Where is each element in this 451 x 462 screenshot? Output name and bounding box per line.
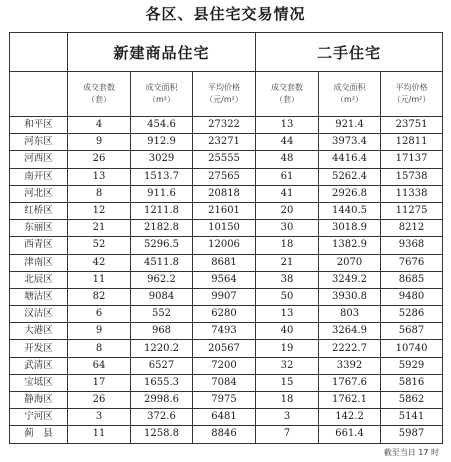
second-count-cell: 21 [256, 254, 319, 271]
second-count-cell: 61 [256, 168, 319, 185]
housing-transactions-table [9, 32, 443, 444]
district-cell: 河北区 [10, 185, 68, 202]
new-price-cell: 7200 [193, 357, 256, 374]
table-row [10, 254, 443, 271]
new-count-cell: 26 [68, 392, 131, 409]
second-count-cell: 15 [256, 374, 319, 391]
new-price-cell: 8681 [193, 254, 256, 271]
second-area-cell: 3930.8 [319, 288, 381, 305]
footnote: 截至当日 17 时 [383, 448, 439, 457]
second-area-cell: 661.4 [319, 426, 381, 443]
second-price-cell: 9480 [381, 288, 443, 305]
district-cell: 静海区 [10, 392, 68, 409]
new-price-cell: 9907 [193, 288, 256, 305]
new-price-cell: 20818 [193, 185, 256, 202]
district-cell: 北辰区 [10, 271, 68, 288]
second-price-cell: 9368 [381, 237, 443, 254]
second-count-cell: 41 [256, 185, 319, 202]
table-row [10, 271, 443, 288]
new-area-cell: 372.6 [131, 409, 193, 426]
second-count-cell: 19 [256, 340, 319, 357]
new-price-cell: 9564 [193, 271, 256, 288]
table-row [10, 168, 443, 185]
second-count-cell: 38 [256, 271, 319, 288]
second-price-cell: 23751 [381, 117, 443, 134]
new-count-cell: 21 [68, 220, 131, 237]
second-count-cell: 18 [256, 237, 319, 254]
table-row [10, 288, 443, 305]
new-count-cell: 4 [68, 117, 131, 134]
table-row [10, 134, 443, 151]
corner-cell [10, 72, 68, 117]
new-count-cell: 12 [68, 202, 131, 219]
second-price-cell: 5987 [381, 426, 443, 443]
table-row [10, 409, 443, 426]
new-price-cell: 8846 [193, 426, 256, 443]
second-price-cell: 15738 [381, 168, 443, 185]
table-row [10, 237, 443, 254]
district-cell: 蓟 县 [10, 426, 68, 443]
new-price-cell: 23271 [193, 134, 256, 151]
new-area-cell: 2998.6 [131, 392, 193, 409]
section-new-housing: 新建商品住宅 [68, 33, 256, 72]
second-price-cell: 5141 [381, 409, 443, 426]
second-price-cell: 5687 [381, 323, 443, 340]
col-header-second-price: 平均价格 （元/m²） [381, 72, 443, 117]
new-area-cell: 1258.8 [131, 426, 193, 443]
page-title: 各区、县住宅交易情况 [145, 5, 306, 23]
district-cell: 东丽区 [10, 220, 68, 237]
table-row [10, 392, 443, 409]
new-area-cell: 552 [131, 306, 193, 323]
second-count-cell: 30 [256, 220, 319, 237]
new-price-cell: 21601 [193, 202, 256, 219]
new-count-cell: 13 [68, 168, 131, 185]
new-price-cell: 6481 [193, 409, 256, 426]
district-cell: 河东区 [10, 134, 68, 151]
new-price-cell: 10150 [193, 220, 256, 237]
second-price-cell: 5286 [381, 306, 443, 323]
table-row [10, 340, 443, 357]
new-area-cell: 1220.2 [131, 340, 193, 357]
district-cell: 宝坻区 [10, 374, 68, 391]
new-area-cell: 2182.8 [131, 220, 193, 237]
second-area-cell: 2222.7 [319, 340, 381, 357]
new-area-cell: 1211.8 [131, 202, 193, 219]
new-count-cell: 8 [68, 185, 131, 202]
second-area-cell: 3249.2 [319, 271, 381, 288]
new-count-cell: 42 [68, 254, 131, 271]
new-area-cell: 454.6 [131, 117, 193, 134]
second-price-cell: 8685 [381, 271, 443, 288]
second-price-cell: 5862 [381, 392, 443, 409]
new-area-cell: 1655.3 [131, 374, 193, 391]
table-row [10, 374, 443, 391]
second-area-cell: 2070 [319, 254, 381, 271]
table-row [10, 185, 443, 202]
second-price-cell: 17137 [381, 151, 443, 168]
new-price-cell: 7493 [193, 323, 256, 340]
new-count-cell: 9 [68, 134, 131, 151]
new-count-cell: 11 [68, 426, 131, 443]
second-count-cell: 13 [256, 117, 319, 134]
new-price-cell: 27565 [193, 168, 256, 185]
second-area-cell: 921.4 [319, 117, 381, 134]
second-price-cell: 8212 [381, 220, 443, 237]
table-row [10, 202, 443, 219]
second-area-cell: 142.2 [319, 409, 381, 426]
second-area-cell: 1440.5 [319, 202, 381, 219]
new-count-cell: 11 [68, 271, 131, 288]
table-row [10, 151, 443, 168]
second-count-cell: 32 [256, 357, 319, 374]
second-price-cell: 5816 [381, 374, 443, 391]
new-area-cell: 9084 [131, 288, 193, 305]
new-area-cell: 912.9 [131, 134, 193, 151]
table-row [10, 306, 443, 323]
corner-cell [10, 33, 68, 72]
second-count-cell: 44 [256, 134, 319, 151]
second-count-cell: 7 [256, 426, 319, 443]
district-cell: 和平区 [10, 117, 68, 134]
table-row [10, 426, 443, 443]
second-count-cell: 20 [256, 202, 319, 219]
second-area-cell: 3973.4 [319, 134, 381, 151]
new-area-cell: 962.2 [131, 271, 193, 288]
second-area-cell: 5262.4 [319, 168, 381, 185]
district-cell: 塘沽区 [10, 288, 68, 305]
new-count-cell: 52 [68, 237, 131, 254]
new-price-cell: 27322 [193, 117, 256, 134]
second-price-cell: 7676 [381, 254, 443, 271]
second-area-cell: 1767.6 [319, 374, 381, 391]
second-count-cell: 40 [256, 323, 319, 340]
new-price-cell: 25555 [193, 151, 256, 168]
table-row [10, 323, 443, 340]
district-cell: 河西区 [10, 151, 68, 168]
table-row [10, 117, 443, 134]
new-count-cell: 64 [68, 357, 131, 374]
new-area-cell: 1513.7 [131, 168, 193, 185]
district-cell: 西青区 [10, 237, 68, 254]
district-cell: 大港区 [10, 323, 68, 340]
new-count-cell: 9 [68, 323, 131, 340]
new-price-cell: 6280 [193, 306, 256, 323]
district-cell: 津南区 [10, 254, 68, 271]
new-count-cell: 8 [68, 340, 131, 357]
col-header-second-area: 成交面积 （m²） [319, 72, 381, 117]
second-area-cell: 3392 [319, 357, 381, 374]
second-count-cell: 13 [256, 306, 319, 323]
new-count-cell: 82 [68, 288, 131, 305]
second-price-cell: 5929 [381, 357, 443, 374]
second-price-cell: 12811 [381, 134, 443, 151]
col-header-new-area: 成交面积 （m²） [131, 72, 193, 117]
new-count-cell: 3 [68, 409, 131, 426]
new-area-cell: 968 [131, 323, 193, 340]
new-area-cell: 3029 [131, 151, 193, 168]
second-area-cell: 1762.1 [319, 392, 381, 409]
second-area-cell: 4416.4 [319, 151, 381, 168]
district-cell: 南开区 [10, 168, 68, 185]
table-row [10, 220, 443, 237]
new-area-cell: 5296.5 [131, 237, 193, 254]
second-area-cell: 803 [319, 306, 381, 323]
new-count-cell: 17 [68, 374, 131, 391]
second-count-cell: 3 [256, 409, 319, 426]
district-cell: 武清区 [10, 357, 68, 374]
new-area-cell: 6527 [131, 357, 193, 374]
new-price-cell: 12006 [193, 237, 256, 254]
col-header-new-count: 成交套数 （套） [68, 72, 131, 117]
new-area-cell: 911.6 [131, 185, 193, 202]
table-row [10, 357, 443, 374]
second-price-cell: 11275 [381, 202, 443, 219]
second-area-cell: 2926.8 [319, 185, 381, 202]
section-second-hand-housing: 二手住宅 [256, 33, 443, 72]
second-area-cell: 1382.9 [319, 237, 381, 254]
col-header-second-count: 成交套数 （套） [256, 72, 319, 117]
district-cell: 红桥区 [10, 202, 68, 219]
new-count-cell: 26 [68, 151, 131, 168]
second-count-cell: 48 [256, 151, 319, 168]
second-price-cell: 10740 [381, 340, 443, 357]
new-count-cell: 6 [68, 306, 131, 323]
new-price-cell: 20567 [193, 340, 256, 357]
col-header-new-price: 平均价格 （元/m²） [193, 72, 256, 117]
district-cell: 宁河区 [10, 409, 68, 426]
second-area-cell: 3264.9 [319, 323, 381, 340]
district-cell: 开发区 [10, 340, 68, 357]
district-cell: 汉沽区 [10, 306, 68, 323]
second-price-cell: 11338 [381, 185, 443, 202]
new-price-cell: 7975 [193, 392, 256, 409]
second-count-cell: 18 [256, 392, 319, 409]
second-area-cell: 3018.9 [319, 220, 381, 237]
second-count-cell: 50 [256, 288, 319, 305]
new-price-cell: 7084 [193, 374, 256, 391]
new-area-cell: 4511.8 [131, 254, 193, 271]
